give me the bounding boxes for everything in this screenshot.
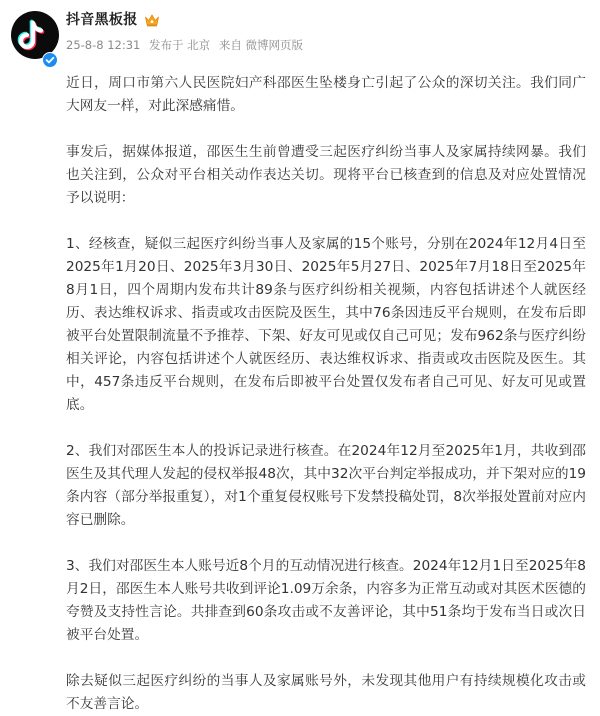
author-name-row: [66, 8, 160, 30]
post-time[interactable]: 25-8-8 12:31: [66, 38, 141, 52]
post-paragraph: 2、我们对邵医生本人的投诉记录进行核查。在2024年12月至2025年1月，共收到邵医生及其代理人发起的侵权举报48次，其中32次平台判定举报成功，并下架对应的19条内容（部分举报重复），对1个重复侵权账号下发禁投稿处罚，8次举报处置前对应内容已删除。: [66, 443, 586, 528]
post-header: [0, 0, 600, 68]
post-paragraph: 1、经核查，疑似三起医疗纠纷当事人及家属的15个账号，分别在2024年12月4日至2025年1月20日、2025年3月30日、2025年5月27日、2025年7月18日至2025年8月1日，四个周期内发布共计89条与医疗纠纷相关视频，内容包括讲述个人就医经历、表达维权诉求、指责或攻击医院及医生，其中76条因违反平台规则，在发布后即被平台处置限制流量不予推荐、下架、好友可见或仅自己可见；发布962条与医疗纠纷相关评论，内容包括讲述个人就医经历、表达维权诉求、指责或攻击医院及医生。其中，457条违反平台规则，在发布后即被平台处置仅发布者自己可见、好友可见或置底。: [66, 236, 586, 413]
post-source: 来自 微博网页版: [218, 38, 303, 52]
post-meta: [66, 36, 308, 54]
verified-check-icon: [42, 52, 58, 68]
post-paragraph: 近日，周口市第六人民医院妇产科邵医生坠楼身亡引起了公众的深切关注。我们同广大网友一样，对此深感痛惜。: [66, 75, 586, 114]
post-paragraph: 除去疑似三起医疗纠纷的当事人及家属账号外，未发现其他用户有持续规模化攻击或不友善言论。: [66, 673, 586, 712]
post-paragraph: 3、我们对邵医生本人账号近8个月的互动情况进行核查。2024年12月1日至2025年8月2日，邵医生本人账号共收到评论1.09万余条，内容多为正常互动或对其医术医德的夸赞及支持性言论。共排查到60条攻击或不友善评论，其中51条均于发布当日或次日被平台处置。: [66, 558, 586, 643]
post-body: [66, 72, 586, 716]
post-location: 发布于 北京: [149, 38, 211, 52]
author-name[interactable]: 抖音黑板报: [66, 12, 138, 28]
gold-crown-icon[interactable]: [144, 12, 160, 26]
post-paragraph: 事发后，据媒体报道，邵医生生前曾遭受三起医疗纠纷当事人及家属持续网暴。我们也关注到，公众对平台相关动作表达关切。现将平台已核查到的信息及对应处置情况予以说明：: [66, 144, 586, 206]
